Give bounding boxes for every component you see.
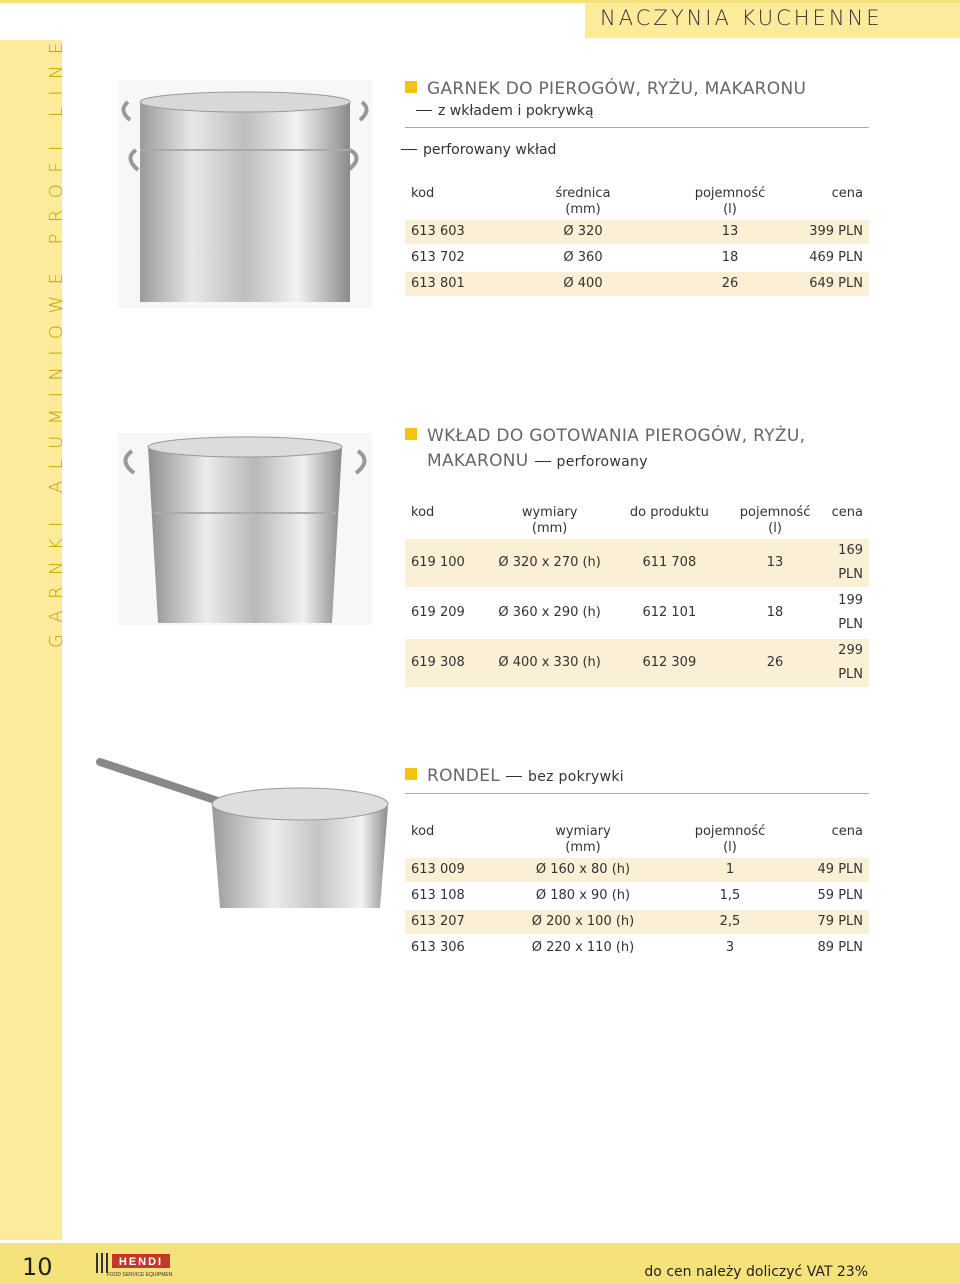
col-header: pojemność (l) — [694, 824, 766, 855]
section1-title-text: GARNEK DO PIEROGÓW, RYŻU, MAKARONU — [427, 79, 807, 99]
table-row: 613 801 Ø 400 26 649 PLN — [405, 271, 869, 297]
section2-title-line2: MAKARONU — [427, 451, 529, 471]
table-header-row — [405, 824, 869, 858]
col-header: wymiary (mm) — [521, 505, 578, 536]
pot-with-insert-photo — [118, 80, 372, 308]
col-header: kod — [411, 186, 435, 201]
page-number: 10 — [22, 1253, 53, 1281]
logo-text: HENDI — [118, 1256, 164, 1268]
dash-mark — [401, 149, 417, 150]
section3-subtitle: bez pokrywki — [528, 769, 624, 785]
table-row: 613 207 Ø 200 x 100 (h) 2,5 79 PLN — [405, 909, 869, 935]
col-header: średnica (mm) — [555, 186, 611, 217]
dash-mark — [506, 776, 522, 777]
section1-subtitle-text: z wkładem i pokrywką — [438, 103, 594, 119]
hendi-logo — [94, 1250, 172, 1280]
table-header-row — [405, 505, 869, 539]
page-header-title: NACZYNIA KUCHENNE — [600, 6, 883, 30]
section3-table — [405, 824, 869, 962]
section3-title — [405, 764, 624, 789]
insert-photo — [118, 433, 372, 625]
table-row: 619 100 Ø 320 x 270 (h) 611 708 13 169 PLN — [405, 539, 869, 588]
table-header-row — [405, 186, 869, 220]
table-row: 613 306 Ø 220 x 110 (h) 3 89 PLN — [405, 935, 869, 961]
col-header: cena — [831, 505, 863, 520]
section2-table — [405, 505, 869, 689]
col-header: pojemność (l) — [739, 505, 811, 536]
bullet-square-icon — [405, 768, 417, 780]
table-row: 613 702 Ø 360 18 469 PLN — [405, 245, 869, 271]
logo-tagline: FOOD SERVICE EQUIPMENT — [106, 1272, 172, 1278]
vat-note: do cen należy doliczyć VAT 23% — [644, 1264, 868, 1280]
section2-subtitle: perforowany — [556, 454, 648, 470]
table-row: 613 603 Ø 320 13 399 PLN — [405, 220, 869, 245]
col-header: kod — [411, 505, 435, 520]
table-row: 619 308 Ø 400 x 330 (h) 612 309 26 299 PLN — [405, 638, 869, 688]
table-row: 613 009 Ø 160 x 80 (h) 1 49 PLN — [405, 858, 869, 883]
section1-note — [395, 142, 556, 158]
table-row: 619 209 Ø 360 x 290 (h) 612 101 18 199 PLN — [405, 588, 869, 638]
sidebar-category-text: GARNKI ALUMINIOWE PROFI LINE — [46, 31, 67, 648]
col-header: do produktu — [629, 505, 709, 520]
section1-title — [405, 77, 806, 101]
section1-table — [405, 186, 869, 298]
bullet-square-icon — [405, 428, 417, 440]
col-header: wymiary (mm) — [555, 824, 611, 855]
dash-mark — [535, 461, 551, 462]
dash-mark — [416, 110, 432, 111]
col-header: cena — [831, 186, 863, 201]
section1-note-text: perforowany wkład — [423, 142, 557, 158]
col-header: cena — [831, 824, 863, 839]
section2-title — [405, 424, 805, 475]
section1-rule — [405, 127, 869, 128]
section2-title-line1: WKŁAD DO GOTOWANIA PIEROGÓW, RYŻU, — [427, 426, 806, 446]
section3-rule — [405, 793, 869, 794]
saucepan-photo — [92, 758, 392, 920]
table-row: 613 108 Ø 180 x 90 (h) 1,5 59 PLN — [405, 883, 869, 909]
bullet-square-icon — [405, 81, 417, 93]
col-header: kod — [411, 824, 435, 839]
section3-title-text: RONDEL — [427, 766, 501, 786]
section1-subtitle — [410, 103, 594, 119]
col-header: pojemność (l) — [694, 186, 766, 217]
